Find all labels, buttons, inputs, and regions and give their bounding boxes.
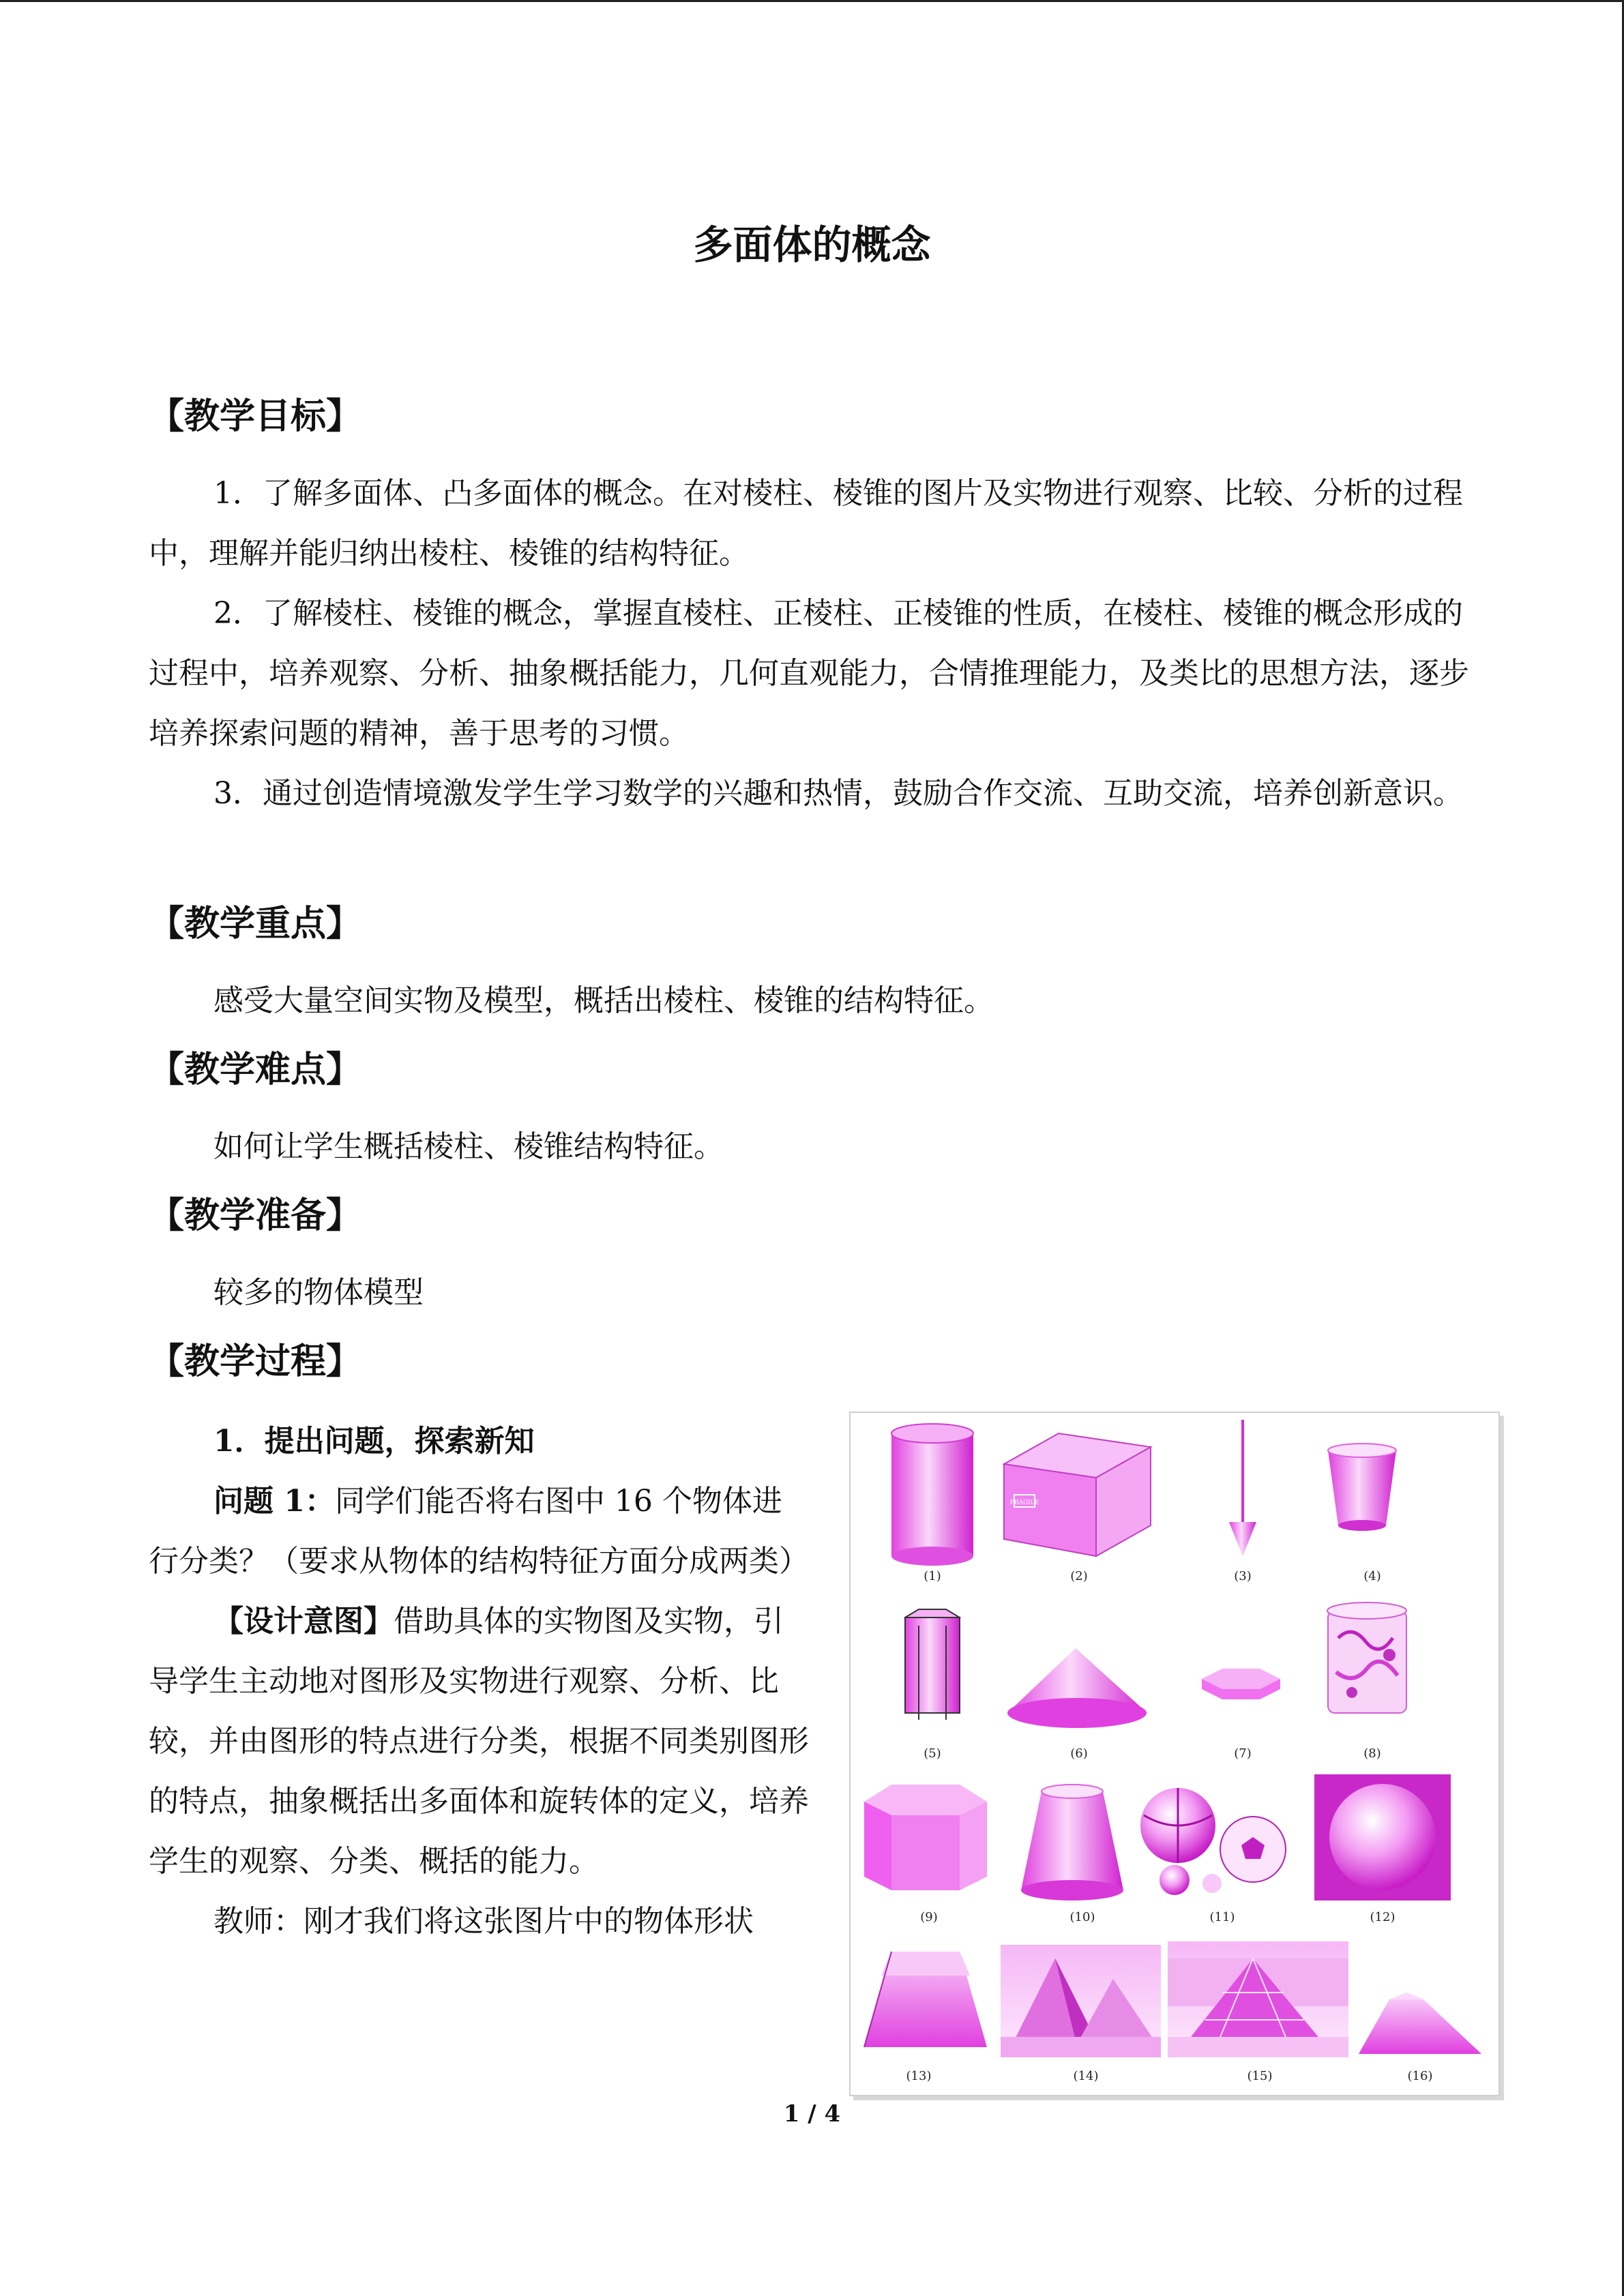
caption-7: (7) bbox=[1234, 1746, 1252, 1761]
object-15-glass-pyramid bbox=[1168, 1941, 1348, 2057]
caption-3: (3) bbox=[1234, 1569, 1252, 1583]
object-7-hex-plate bbox=[1202, 1669, 1280, 1699]
object-5-hex-prism bbox=[905, 1609, 960, 1720]
step1-title: 1．提出问题，探索新知 bbox=[213, 1424, 535, 1459]
object-2-box bbox=[1004, 1433, 1151, 1556]
process-body bbox=[149, 1412, 809, 1952]
caption-12: (12) bbox=[1370, 1910, 1396, 1924]
object-9-pentagonal-prism bbox=[864, 1785, 987, 1890]
caption-11: (11) bbox=[1209, 1910, 1235, 1924]
key-points-text: 感受大量空间实物及模型，概括出棱柱、棱锥的结构特征。 bbox=[213, 983, 994, 1018]
key-points-heading: 【教学重点】 bbox=[149, 904, 362, 944]
objects-figure-svg bbox=[851, 1413, 1498, 2095]
preparation-text: 较多的物体模型 bbox=[213, 1275, 424, 1310]
design-intent bbox=[149, 1592, 809, 1892]
objective-2: 2．了解棱柱、棱锥的概念，掌握直棱柱、正棱柱、正棱锥的性质，在棱柱、棱锥的概念形成的过程中，培养观察、分析、抽象概括能力，几何直观能力，合情推理能力，及类比的思想方法，逐步培养探索问题的精神，善于思考的习惯。 bbox=[149, 596, 1469, 751]
caption-8: (8) bbox=[1363, 1746, 1381, 1761]
objective-3: 3．通过创造情境激发学生学习数学的兴趣和热情，鼓励合作交流、互助交流，培养创新意识。 bbox=[213, 776, 1463, 811]
caption-13: (13) bbox=[906, 2069, 932, 2083]
object-16-pyramid bbox=[1359, 1993, 1481, 2054]
caption-1: (1) bbox=[924, 1569, 941, 1583]
objective-1: 1．了解多面体、凸多面体的概念。在对棱柱、棱锥的图片及实物进行观察、比较、分析的过程中，理解并能归纳出棱柱、棱锥的结构特征。 bbox=[149, 476, 1463, 571]
top-border bbox=[0, 0, 1624, 2]
caption-2: (2) bbox=[1070, 1569, 1088, 1583]
teacher-line: 教师：刚才我们将这张图片中的物体形状 bbox=[213, 1904, 754, 1939]
object-12-sphere bbox=[1314, 1774, 1451, 1900]
object-6-cone bbox=[1007, 1648, 1147, 1728]
object-14-egyptian-pyramids bbox=[1001, 1945, 1161, 2057]
object-1-cylinder bbox=[891, 1424, 973, 1566]
difficulties-text: 如何让学生概括棱柱、棱锥结构特征。 bbox=[213, 1129, 724, 1164]
object-3-plumb-bob bbox=[1229, 1420, 1256, 1556]
object-10-frustum bbox=[1021, 1785, 1123, 1900]
box-label: FRAGILE bbox=[1009, 1500, 1039, 1506]
question-1-text: 同学们能否将右图中 16 个物体进行分类？（要求从物体的结构特征方面分成两类） bbox=[149, 1484, 809, 1579]
caption-14: (14) bbox=[1073, 2069, 1099, 2083]
caption-9: (9) bbox=[920, 1910, 938, 1924]
object-11-balls bbox=[1140, 1788, 1286, 1895]
preparation-heading: 【教学准备】 bbox=[149, 1195, 362, 1236]
object-13-pyramid-frustum bbox=[864, 1952, 987, 2047]
design-intent-text: 借助具体的实物图及实物，引导学生主动地对图形及实物进行观察、分析、比较，并由图形的特点进行分类，根据不同类别图形的特点，抽象概括出多面体和旋转体的定义，培养学生的观察、分类、概括的能力。 bbox=[149, 1604, 809, 1879]
object-8-vase bbox=[1327, 1602, 1406, 1713]
object-4-cup bbox=[1328, 1444, 1396, 1531]
caption-10: (10) bbox=[1069, 1910, 1095, 1924]
caption-5: (5) bbox=[924, 1746, 941, 1761]
page-number: 1 / 4 bbox=[783, 2100, 841, 2128]
caption-16: (16) bbox=[1407, 2069, 1433, 2083]
difficulties-heading: 【教学难点】 bbox=[149, 1049, 362, 1090]
page-title: 多面体的概念 bbox=[693, 222, 931, 268]
objectives-heading: 【教学目标】 bbox=[149, 396, 362, 437]
process-heading: 【教学过程】 bbox=[149, 1341, 362, 1382]
question-1-label: 问题 1： bbox=[213, 1484, 335, 1519]
caption-15: (15) bbox=[1247, 2069, 1273, 2083]
design-intent-label: 【设计意图】 bbox=[213, 1604, 394, 1639]
question-1 bbox=[149, 1472, 809, 1592]
objects-figure bbox=[849, 1412, 1500, 2096]
caption-6: (6) bbox=[1070, 1746, 1088, 1761]
caption-4: (4) bbox=[1363, 1569, 1381, 1583]
